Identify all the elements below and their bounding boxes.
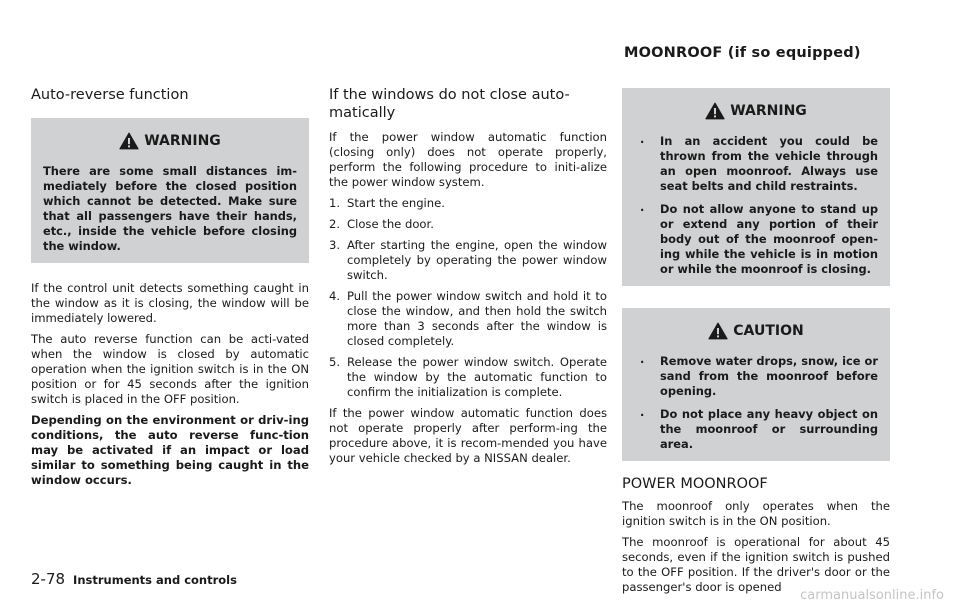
page-footer xyxy=(31,570,237,588)
list-item xyxy=(329,355,607,400)
warning-box-header xyxy=(43,132,297,150)
caution-list xyxy=(634,354,878,452)
caution-box xyxy=(622,308,890,461)
list-item xyxy=(329,196,607,211)
page-number: 2-78 xyxy=(31,570,66,588)
step-text: Close the door. xyxy=(347,217,434,231)
list-item: . In an accident you could be thrown from the vehicle through an open moonroof. Always use seat belts and child restraints. xyxy=(634,134,878,194)
watermark: carmanualsonline.info xyxy=(800,588,944,603)
column-left xyxy=(31,0,309,494)
paragraph: The moonroof is operational for about 45 seconds, even if the ignition switch is pushed to the OFF position. If the driver's door or the passenger's door is opened xyxy=(622,535,890,594)
step-text: Start the engine. xyxy=(347,196,445,210)
step-number: 1. xyxy=(329,196,341,210)
paragraph: If the power window automatic function does not operate properly after perform-ing the procedure above, it is recom-mended you have your vehicle checked by a NISSAN dealer. xyxy=(329,406,607,465)
footer-section-name: Instruments and controls xyxy=(73,573,237,587)
warning-title: WARNING xyxy=(730,103,807,119)
paragraph: If the power window automatic function (closing only) does not operate properly, perform the following procedure to initi-alize the power window system. xyxy=(329,130,607,189)
step-number: 2. xyxy=(329,217,341,231)
step-number: 4. xyxy=(329,289,341,303)
caution-triangle-icon xyxy=(708,322,728,340)
step-text: Release the power window switch. Operate the window by the automatic function to confirm the initialization is complete. xyxy=(347,355,607,399)
warning-title: WARNING xyxy=(144,133,221,149)
procedure-steps xyxy=(329,196,607,400)
list-item xyxy=(329,289,607,349)
warning-triangle-icon xyxy=(705,102,725,120)
warning-list xyxy=(634,134,878,277)
warning-box xyxy=(31,118,309,263)
list-item: . Do not allow anyone to stand up or extend any portion of their body out of the moonroof open-ing while the vehicle is in motion or while the moonroof is closing. xyxy=(634,202,878,277)
section-heading-auto-reverse: Auto-reverse function xyxy=(31,87,189,103)
step-number: 5. xyxy=(329,355,341,369)
paragraph: The auto reverse function can be acti-vated when the window is closed by automatic operation when the ignition switch is in the ON position or for 45 seconds after the ignition switch is placed in the OFF position. xyxy=(31,332,309,406)
column-right xyxy=(622,0,890,601)
list-item xyxy=(329,238,607,283)
warning-triangle-icon xyxy=(119,132,139,150)
moonroof-warning-box xyxy=(622,88,890,286)
column-middle xyxy=(329,0,607,472)
section-heading-power-moonroof: POWER MOONROOF xyxy=(622,476,768,492)
list-item: . Remove water drops, snow, ice or sand from the moonroof before opening. xyxy=(634,354,878,399)
section-heading-windows-close: If the windows do not close auto-matically xyxy=(329,87,570,121)
paragraph: The moonroof only operates when the ignition switch is in the ON position. xyxy=(622,499,890,528)
warning-box-header xyxy=(634,102,878,120)
step-text: Pull the power window switch and hold it to close the window, and then hold the switch more than 3 seconds after the window is closed completely. xyxy=(347,289,607,348)
step-text: After starting the engine, open the window completely by operating the power window switch. xyxy=(347,238,607,282)
warning-text: There are some small distances im-mediately before the closed position which cannot be detected. Make sure that all passengers have their hands, etc., inside the vehicle before closing the window. xyxy=(43,164,297,253)
list-item: . Do not place any heavy object on the moonroof or surrounding area. xyxy=(634,407,878,452)
step-number: 3. xyxy=(329,238,341,252)
caution-title: CAUTION xyxy=(733,323,804,339)
page-header-title: MOONROOF (if so equipped) xyxy=(624,45,861,61)
bold-paragraph: Depending on the environment or driv-ing conditions, the auto reverse func-tion may be activated if an impact or load similar to something being caught in the window occurs. xyxy=(31,413,309,487)
list-item xyxy=(329,217,607,232)
paragraph: If the control unit detects something caught in the window as it is closing, the window will be immediately lowered. xyxy=(31,281,309,325)
caution-box-header xyxy=(634,322,878,340)
